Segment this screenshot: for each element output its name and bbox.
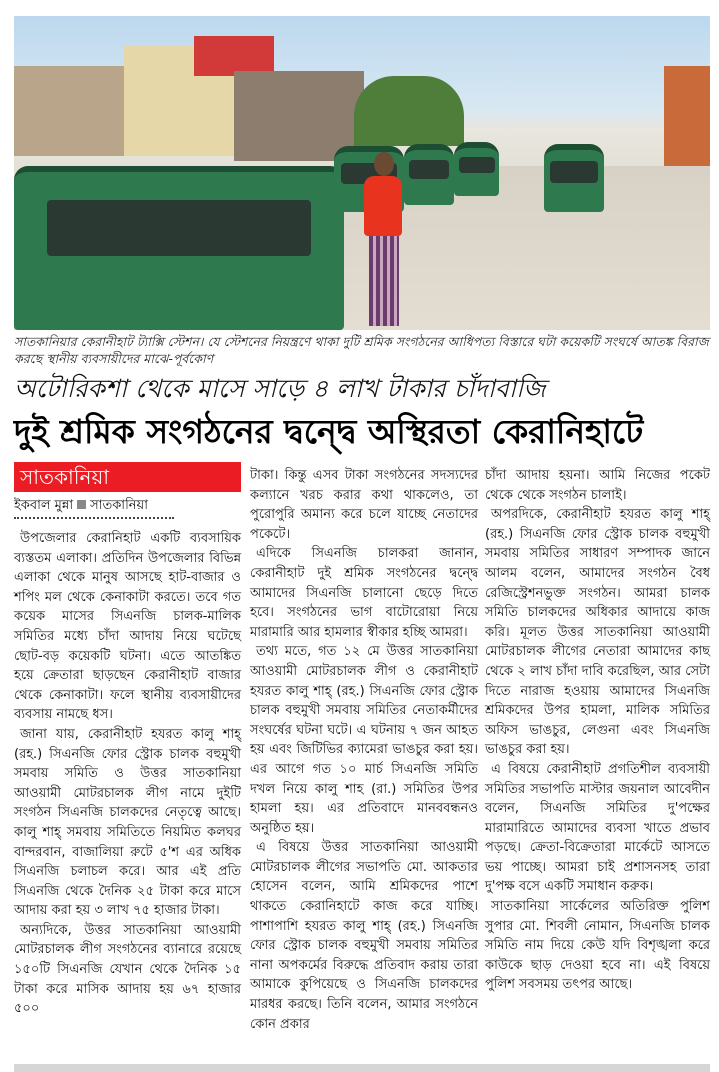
person — [369, 236, 399, 326]
subheadline: অটোরিকশা থেকে মাসে সাড়ে ৪ লাখ টাকার চাঁদাবাজি — [14, 374, 546, 403]
paragraph: অপরদিকে, কেরানীহাট হযরত কালু শাহ্ (রহ.) সিএনজি ফোর স্ট্রোক চালক বহুমুখী সমবায় সমিতির সাধারণ সম্পাদক জানে আলম বলেন, আমাদের সংগঠন বৈধ রেজিস্ট্রেশনভুক্ত সংগঠন। আমরা চালক সমিতি চালকদের অধিকার আদায়ে কাজ করি। মূলত উত্তর সাতকানিয়া আওয়ামী মোটরচালক লীগের নেতারা আমাদের কাছ থেকে ২ লাখ চাঁদা দাবি করেছিল, আর সেটা দিতে নারাজ হওয়ায় আমাদের সিএনজি শ্রমিকদের উপর হামলা, মালিক সমিতির অফিস ভাঙচুর, লেগুনা এবং সিএনজি ভাঙচুর করা হয়। — [485, 507, 710, 758]
article-column-1 — [14, 462, 241, 1019]
article-column-2 — [250, 466, 478, 1034]
paragraph: টাকা। কিন্তু এসব টাকা সংগঠনের সদস্যদের কল্যানে খরচ করার কথা থাকলেও, তা পুরোপুরি অমান্য করে চলে যাচ্ছে নেতাদের পকেটে। — [250, 468, 478, 542]
byline-author: ইকবাল মুন্না — [14, 498, 74, 513]
cng-autorickshaw — [404, 144, 454, 205]
section-tag: সাতকানিয়া — [14, 462, 241, 492]
paragraph: সাতকানিয়া সার্কেলের অতিরিক্ত পুলিশ সুপার মো. শিবলী নোমান, সিএনজি চালক সমিতি নাম দিয়ে কেউ যদি বিশৃঙ্খলা করে কাউকে ছাড় দেওয়া হবে না। এই বিষয়ে পুলিশ সবসময় তৎপর আছে। — [485, 899, 710, 993]
building — [664, 66, 710, 166]
cng-autorickshaw — [14, 166, 344, 330]
person — [364, 176, 402, 236]
paragraph: অন্যদিকে, উত্তর সাতকানিয়া আওয়ামী মোটরচালক লীগ সংগঠনের ব্যানারে রয়েছে ১৫০টি সিএনজি যেখান থেকে দৈনিক ১৫ টাকা করে মাসিক আদায় হয় ৬৭ হাজার ৫০০ — [14, 922, 241, 1017]
photo-caption: সাতকানিয়ার কেরানীহাট ট্যাক্সি স্টেশন। যে স্টেশনের নিয়ন্ত্রণে থাকা দুটি শ্রমিক সংগঠনের আধিপত্য বিস্তারে ঘটা কয়েকটি সংঘর্ষে আতঙ্ক বিরাজ করছে স্থানীয় ব্যবসায়ীদের মাঝে-পূর্বকোণ — [14, 334, 709, 366]
article-column-3 — [485, 466, 710, 995]
cng-autorickshaw — [454, 142, 499, 196]
bottom-rule — [14, 1064, 710, 1072]
tree — [354, 76, 464, 146]
building — [194, 36, 274, 76]
paragraph: উপজেলার কেরানিহাট একটি ব্যবসায়িক ব্যস্ততম এলাকা। প্রতিদিন উপজেলার বিভিন্ন এলাকা থেকে মানুষ আসছে হাট-বাজার ও শপিং মল থেকে কেনাকাটা করতে। তবে গত কয়েক মাসের সিএনজি চালক-মালিক সমিতির মধ্যে চাঁদা আদায় নিয়ে ঘটেছে ছোট-বড় কয়েকটি ঘটনা। এতে আতঙ্কিত হয়ে ক্রেতারা ছাড়ছেন কেরানীহাট বাজার থেকে কেনাকাটা। ফলে স্থানীয় ব্যবসায়ীদের ব্যবসায় নামছে ধস। — [14, 531, 241, 723]
dotted-divider — [14, 517, 174, 519]
person — [374, 152, 394, 176]
cng-autorickshaw — [544, 144, 604, 212]
paragraph: এ বিষয়ে কেরানীহাট প্রগতিশীল ব্যবসায়ী সমিতির সভাপতি মাস্টার জয়নাল আবেদীন বলেন, সিএনজি সমিতির দু'পক্ষের মারামারিতে আমাদের ব্যবসা খাতে প্রভাব পড়ছে। ক্রেতা-বিক্রেতারা মার্কেটে আসতে ভয় পাচ্ছে। আমরা চাই প্রশাসনসহ তারা দু'পক্ষ বসে একটি সমাধান করুক। — [485, 761, 710, 895]
news-photo — [14, 16, 710, 330]
paragraph: এ বিষয়ে উত্তর সাতকানিয়া আওয়ামী মোটরচালক লীগের সভাপতি মো. আকতার হোসেন বলেন, আমি শ্রমিকদের পাশে থাকতে কেরানিহাটে কাজ করে যাচ্ছি। পাশাপাশি হযরত কালু শাহ্ (রহ.) সিএনজি ফোর স্ট্রোক চালক বহুমুখী সমবায় সমিতির নানা অপকর্মের বিরুদ্ধে প্রতিবাদ করায় তারা আমাকে কুপিয়েছে ও সিএনজি চালকদের মারধর করছে। তিনি বলেন, আমার সংগঠনে কোন প্রকার — [250, 840, 478, 1032]
byline — [14, 496, 241, 515]
headline: দুই শ্রমিক সংগঠনের দ্বন্দ্বে অস্থিরতা কেরানিহাটে — [14, 412, 644, 451]
byline-location: সাতকানিয়া — [90, 498, 148, 513]
paragraph: জানা যায়, কেরানীহাট হযরত কালু শাহ্ (রহ.) সিএনজি ফোর স্ট্রোক চালক বহুমুখী সমবায় সমিতি ও উত্তর সাতকানিয়া আওয়ামী মোটরচালক লীগ নামে দুইটি সংগঠন সিএনজি চালকদের নেতৃত্বে আছে। কালু শাহ্ সমবায় সমিতিতে নিয়মিত কলঘর বান্দরবান, বাজালিয়া রুটে ৫'শ এর অধিক সিএনজি চলাচল করে। আর এই প্রতি সিএনজি থেকে দৈনিক ২৫ টাকা করে মাসে আদায় করা হয় ৩ লাখ ৭৫ হাজার টাকা। — [14, 726, 241, 919]
paragraph: এদিকে সিএনজি চালকরা জানান, কেরানীহাট দুই শ্রমিক সংগঠনের দ্বন্দ্বে আমাদের সিএনজি চালানো ছেড়ে দিতে হবে। সংগঠনের ভাগ বাটোরোয়া নিয়ে মারামারি আর হামলার স্বীকার হচ্ছি আমরা। — [250, 546, 478, 640]
building — [14, 66, 134, 156]
paragraph: চাঁদা আদায় হয়না। আমি নিজের পকেট থেকে থেকে সংগঠন চালাই। — [485, 468, 710, 503]
paragraph: তথ্য মতে, গত ১২ মে উত্তর সাতকানিয়া আওয়ামী মোটরচালক লীগ ও কেরানীহাট হযরত কালু শাহ্ (রহ.) সিএনজি ফোর স্ট্রোক চালক বহুমুখী সমবায় সমিতির নেতাকর্মীদের সংঘর্ষের ঘটনা ঘটে। এ ঘটনায় ৭ জন আহত হয় এবং জিটিভির ক্যামেরা ভাঙচুর করা হয়। এর আগে গত ১০ মার্চ সিএনজি সমিতি দখল নিয়ে কালু শাহ (রা.) সমিতির উপর হামলা হয়। এর প্রতিবাদে মানববন্ধনও অনুষ্ঠিত হয়। — [250, 644, 478, 836]
square-separator-icon — [77, 500, 86, 509]
